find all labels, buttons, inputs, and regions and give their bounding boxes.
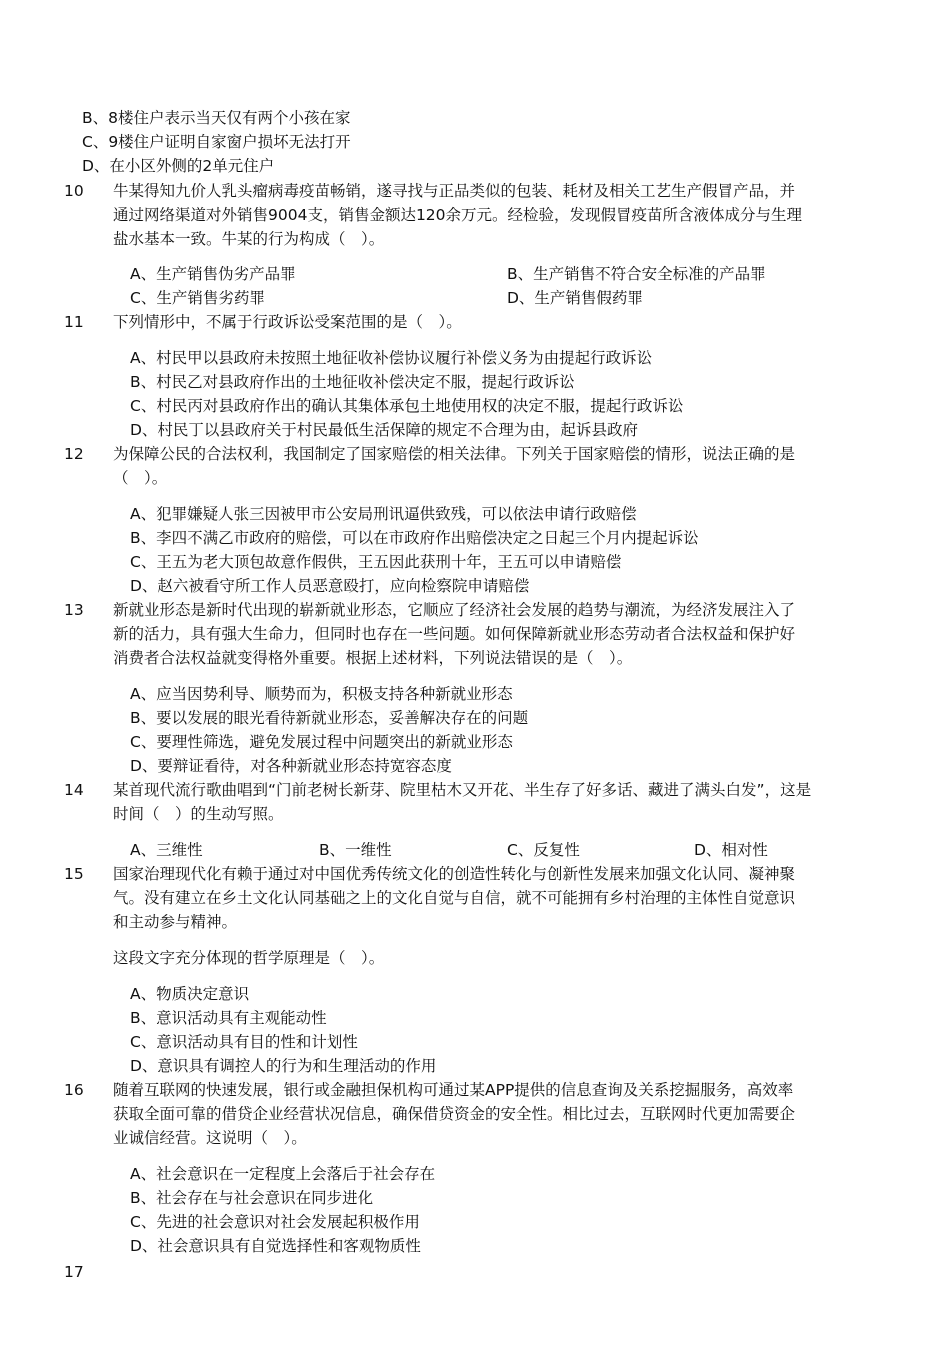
option-d: D、要辩证看待，对各种新就业形态持宽容态度 [130, 757, 452, 775]
option-d: D、相对性 [694, 841, 768, 859]
question-number: 10 [64, 182, 84, 200]
option-c: C、村民丙对县政府作出的确认其集体承包土地使用权的决定不服，提起行政诉讼 [130, 397, 684, 415]
option-c: C、先进的社会意识对社会发展起积极作用 [130, 1213, 420, 1231]
question-number: 17 [64, 1263, 84, 1281]
question-stem: 下列情形中，不属于行政诉讼受案范围的是（ ）。 [113, 313, 462, 331]
option-a: A、生产销售伪劣产品罪 [130, 265, 296, 283]
question-number: 16 [64, 1081, 84, 1099]
option-a: A、村民甲以县政府未按照土地征收补偿协议履行补偿义务为由提起行政诉讼 [130, 349, 653, 367]
question-number: 14 [64, 781, 84, 799]
option-d: D、生产销售假药罪 [507, 289, 643, 307]
option-b: B、社会存在与社会意识在同步进化 [130, 1189, 374, 1207]
question-stem: 牛某得知九价人乳头瘤病毒疫苗畅销，遂寻找与正品类似的包装、耗材及相关工艺生产假冒产品，并 [113, 182, 796, 200]
option-a: A、三维性 [130, 841, 203, 859]
option-b: B、一维性 [319, 841, 392, 859]
question-stem: 随着互联网的快速发展，银行或金融担保机构可通过某APP提供的信息查询及关系挖掘服务，高效率 [113, 1081, 794, 1099]
option-d: D、意识具有调控人的行为和生理活动的作用 [130, 1057, 437, 1075]
question-stem: 和主动参与精神。 [113, 913, 238, 931]
option-b: B、村民乙对县政府作出的土地征收补偿决定不服，提起行政诉讼 [130, 373, 575, 391]
question-stem: 某首现代流行歌曲唱到“门前老树长新芽、院里枯木又开花、半生存了好多话、藏进了满头白发”，这是 [113, 781, 812, 799]
question-stem: 气。没有建立在乡土文化认同基础之上的文化自觉与自信，就不可能拥有乡村治理的主体性自觉意识 [113, 889, 796, 907]
q9-option-d: D、在小区外侧的2单元住户 [82, 157, 275, 175]
question-number: 11 [64, 313, 84, 331]
question-prompt: 这段文字充分体现的哲学原理是（ ）。 [113, 949, 385, 967]
question-stem: 消费者合法权益就变得格外重要。根据上述材料，下列说法错误的是（ ）。 [113, 649, 633, 667]
option-d: D、社会意识具有自觉选择性和客观物质性 [130, 1237, 421, 1255]
question-stem: 获取全面可靠的借贷企业经营状况信息，确保借贷资金的安全性。相比过去，互联网时代更加需要企 [113, 1105, 796, 1123]
question-stem: 业诚信经营。这说明（ ）。 [113, 1129, 307, 1147]
question-stem: 时间（ ）的生动写照。 [113, 805, 284, 823]
question-stem: 新的活力，具有强大生命力，但同时也存在一些问题。如何保障新就业形态劳动者合法权益和保护好 [113, 625, 796, 643]
option-d: D、赵六被看守所工作人员恶意殴打，应向检察院申请赔偿 [130, 577, 530, 595]
question-stem: 为保障公民的合法权利，我国制定了国家赔偿的相关法律。下列关于国家赔偿的情形，说法正确的是 [113, 445, 796, 463]
option-b: B、意识活动具有主观能动性 [130, 1009, 327, 1027]
question-number: 12 [64, 445, 84, 463]
question-stem: 国家治理现代化有赖于通过对中国优秀传统文化的创造性转化与创新性发展来加强文化认同、凝神聚 [113, 865, 796, 883]
question-number: 13 [64, 601, 84, 619]
option-a: A、应当因势利导、顺势而为，积极支持各种新就业形态 [130, 685, 513, 703]
option-c: C、生产销售劣药罪 [130, 289, 265, 307]
option-d: D、村民丁以县政府关于村民最低生活保障的规定不合理为由，起诉县政府 [130, 421, 638, 439]
option-b: B、生产销售不符合安全标准的产品罪 [507, 265, 766, 283]
question-stem: （ ）。 [113, 469, 168, 487]
question-number: 15 [64, 865, 84, 883]
question-stem: 盐水基本一致。牛某的行为构成（ ）。 [113, 230, 385, 248]
question-stem: 新就业形态是新时代出现的崭新就业形态，它顺应了经济社会发展的趋势与潮流，为经济发展注入了 [113, 601, 796, 619]
option-c: C、王五为老大顶包故意作假供，王五因此获刑十年，王五可以申请赔偿 [130, 553, 622, 571]
option-c: C、意识活动具有目的性和计划性 [130, 1033, 358, 1051]
option-b: B、李四不满乙市政府的赔偿，可以在市政府作出赔偿决定之日起三个月内提起诉讼 [130, 529, 699, 547]
q9-option-c: C、9楼住户证明自家窗户损坏无法打开 [82, 133, 351, 151]
q9-option-b: B、8楼住户表示当天仅有两个小孩在家 [82, 109, 351, 127]
option-b: B、要以发展的眼光看待新就业形态，妥善解决存在的问题 [130, 709, 529, 727]
option-a: A、物质决定意识 [130, 985, 250, 1003]
option-a: A、犯罪嫌疑人张三因被甲市公安局刑讯逼供致残，可以依法申请行政赔偿 [130, 505, 637, 523]
question-stem: 通过网络渠道对外销售9004支，销售金额达120余万元。经检验，发现假冒疫苗所含液体成分与生理 [113, 206, 803, 224]
option-c: C、反复性 [507, 841, 580, 859]
option-a: A、社会意识在一定程度上会落后于社会存在 [130, 1165, 436, 1183]
option-c: C、要理性筛选，避免发展过程中问题突出的新就业形态 [130, 733, 513, 751]
